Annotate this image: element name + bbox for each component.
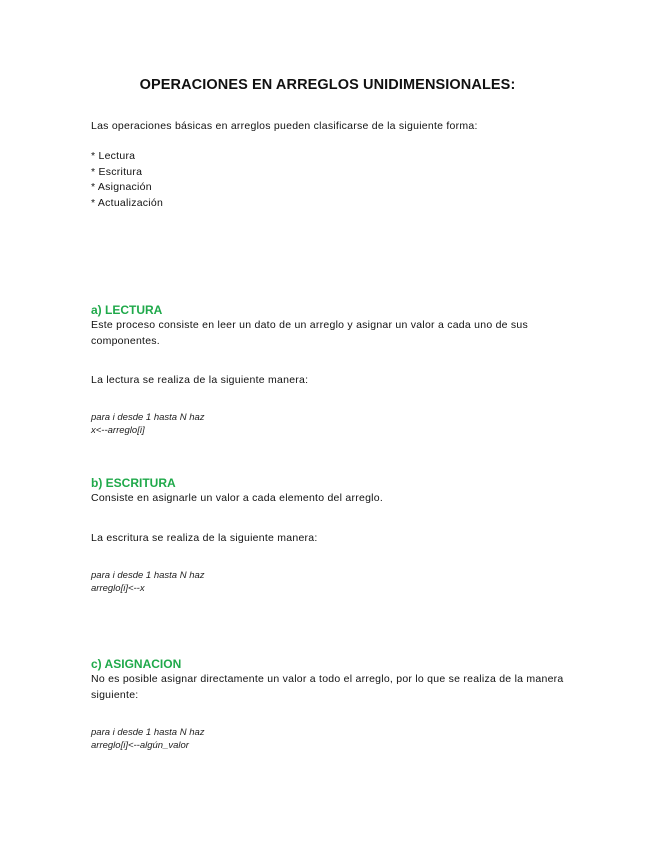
list-item: * Asignación	[91, 181, 152, 193]
code-block-escritura	[91, 569, 205, 595]
section-how-escritura: La escritura se realiza de la siguiente manera:	[91, 532, 318, 544]
operations-list	[91, 149, 163, 211]
section-heading-asignacion: c) ASIGNACION	[91, 657, 182, 671]
code-block-lectura	[91, 411, 205, 437]
page-title: OPERACIONES EN ARREGLOS UNIDIMENSIONALES:	[139, 77, 516, 93]
section-description-asignacion: No es posible asignar directamente un valor a todo el arreglo, por lo que se realiza de la manera siguiente:	[91, 673, 564, 701]
section-how-lectura: La lectura se realiza de la siguiente manera:	[91, 374, 309, 386]
intro-text: Las operaciones básicas en arreglos pueden clasificarse de la siguiente forma:	[91, 120, 478, 132]
code-line: para i desde 1 hasta N haz	[91, 412, 205, 423]
code-line: para i desde 1 hasta N haz	[91, 570, 205, 581]
code-block-asignacion	[91, 726, 205, 752]
section-description-lectura: Este proceso consiste en leer un dato de un arreglo y asignar un valor a cada uno de sus componentes.	[91, 319, 529, 347]
code-line: arreglo[i]<--algún_valor	[91, 740, 189, 751]
list-item: * Escritura	[91, 165, 143, 178]
section-description-escritura: Consiste en asignarle un valor a cada elemento del arreglo.	[91, 492, 384, 504]
list-item: * Actualización	[91, 196, 164, 209]
section-heading-lectura: a) LECTURA	[91, 303, 163, 317]
list-item: * Lectura	[91, 150, 136, 162]
code-line: arreglo[i]<--x	[91, 583, 145, 594]
code-line: x<--arreglo[i]	[91, 425, 145, 436]
code-line: para i desde 1 hasta N haz	[91, 727, 205, 738]
section-heading-escritura: b) ESCRITURA	[91, 476, 176, 490]
